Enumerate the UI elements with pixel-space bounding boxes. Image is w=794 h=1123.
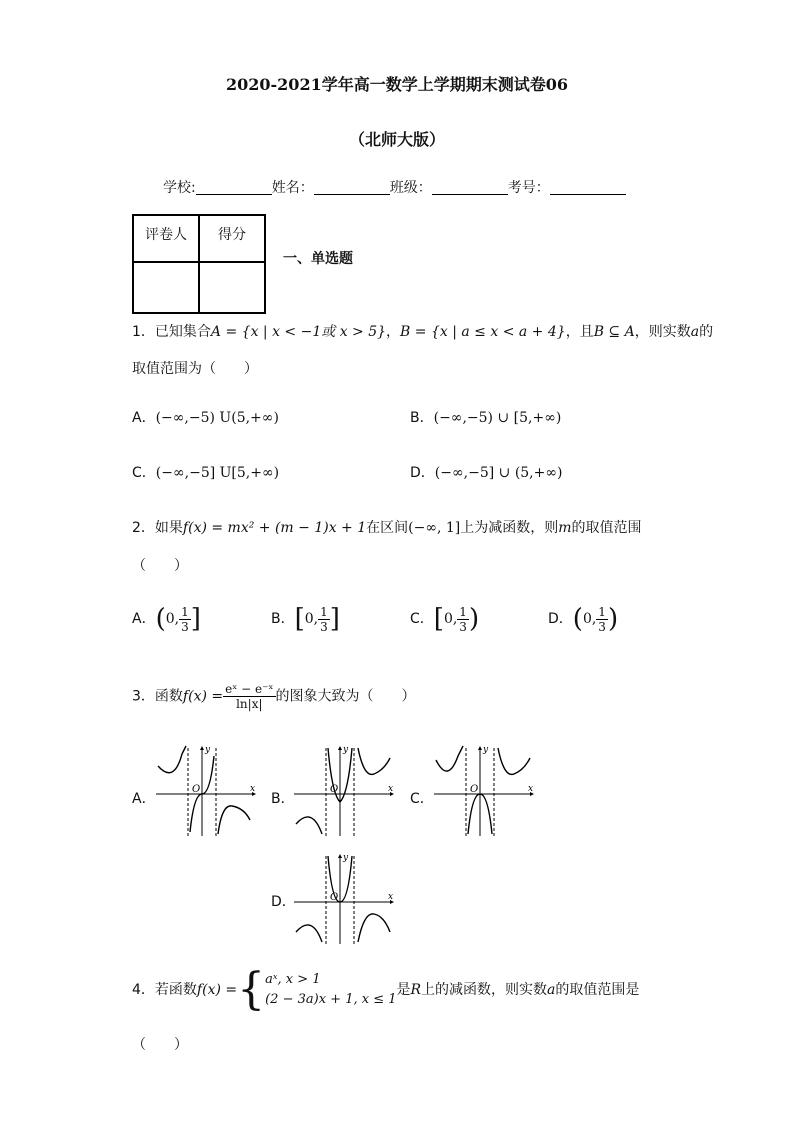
q2-option-c-label: C． <box>410 611 434 627</box>
q3-graph-d[interactable] <box>290 852 396 946</box>
q3-b-origin: O <box>330 784 339 795</box>
q1-option-a-label: A． <box>132 410 156 426</box>
q3-d-origin: O <box>330 892 339 903</box>
q2-interval: (−∞, 1] <box>408 520 461 536</box>
q2-a-zero: 0, <box>165 611 180 627</box>
q3-d-axis-y: y <box>343 853 349 863</box>
q4-cases <box>265 970 396 1010</box>
q3-fraction <box>223 682 275 711</box>
q1-relation: B ⊆ A <box>593 324 635 340</box>
q1-end: ，则实数 <box>634 324 691 340</box>
q4-mid2: 上的减函数，则实数 <box>421 982 548 998</box>
q3-c-axis-x: x <box>528 784 534 794</box>
q2-option-b[interactable] <box>271 604 340 634</box>
q3-a-axis-y: y <box>205 745 211 755</box>
q2-d-open: ( <box>572 604 583 634</box>
q2-mid: 在区间 <box>366 520 409 536</box>
score-header: 得分 <box>199 215 265 262</box>
q2-d-den: 3 <box>598 619 606 634</box>
q2-b-den: 3 <box>320 619 328 634</box>
q2-option-b-label: B． <box>271 611 295 627</box>
q1-option-d[interactable] <box>410 462 563 482</box>
q3-option-c-label[interactable]: C． <box>410 791 434 807</box>
q3-graph-b[interactable] <box>290 744 396 838</box>
q1-prefix: 1．已知集合 <box>132 324 211 340</box>
q1-option-c-value: (−∞,−5] U[5,+∞) <box>155 465 280 481</box>
exam-no-blank <box>550 180 626 195</box>
q1-option-b-value: (−∞,−5) ∪ [5,+∞) <box>433 410 562 426</box>
page-subtitle: （北师大版） <box>348 130 445 149</box>
q4-case2: (2 − 3a)x + 1, x ≤ 1 <box>265 992 397 1007</box>
q4-prefix: 4．若函数 <box>132 982 197 998</box>
q1-option-d-value: (−∞,−5] ∪ (5,+∞) <box>434 465 563 481</box>
class-label: 班级： <box>389 180 432 196</box>
q3-b-axis-x: x <box>388 784 394 794</box>
q2-b-num: 1 <box>320 604 328 619</box>
q2-end: 的取值范围 <box>571 520 642 536</box>
q2-a-open: ( <box>155 604 166 634</box>
q4-var: a <box>547 982 556 998</box>
q2-option-a-label: A． <box>132 611 156 627</box>
class-blank <box>432 180 508 195</box>
q4-case1: aˣ, x > 1 <box>265 972 321 987</box>
q4-stem <box>132 964 640 1015</box>
q3-num: eˣ − e⁻ˣ <box>225 682 274 696</box>
q2-option-a[interactable] <box>132 604 201 634</box>
name-label: 姓名： <box>271 180 314 196</box>
q1-option-c-label: C． <box>132 465 156 481</box>
q2-a-den: 3 <box>181 619 189 634</box>
q1-var: a <box>690 324 700 340</box>
q2-prefix: 2．如果 <box>132 520 183 536</box>
score-cell <box>199 262 265 313</box>
q2-option-d[interactable] <box>548 604 618 634</box>
q2-d-num: 1 <box>598 604 606 619</box>
q3-prefix: 3．函数 <box>132 688 183 705</box>
q1-option-b[interactable] <box>410 407 561 427</box>
q4-brace: { <box>237 964 266 1015</box>
q3-stem <box>132 682 416 711</box>
q2-c-num: 1 <box>459 604 467 619</box>
page-title: 2020-2021学年高一数学上学期期末测试卷06 <box>226 75 568 94</box>
q4-stem-line2: （ ） <box>132 1037 188 1053</box>
q2-c-fraction <box>457 605 469 634</box>
student-info <box>163 177 626 197</box>
q2-a-close: ] <box>190 604 201 634</box>
q1-set-a: A = {x | x < −1或 x > 5} <box>210 324 387 340</box>
q2-option-c[interactable] <box>410 604 479 634</box>
q3-option-d-label[interactable]: D． <box>271 894 296 910</box>
q3-c-origin: O <box>470 784 479 795</box>
exam-no-label: 考号： <box>507 180 550 196</box>
q2-c-open: [ <box>433 604 444 634</box>
q2-var: m <box>558 520 572 536</box>
q1-option-a[interactable] <box>132 407 279 427</box>
q3-option-a-label[interactable]: A． <box>132 791 156 807</box>
school-label: 学校: <box>163 180 196 196</box>
q4-end: 的取值范围是 <box>555 982 640 998</box>
q2-d-close: ) <box>607 604 619 634</box>
q4-r: R <box>410 982 422 998</box>
q2-a-fraction <box>179 605 191 634</box>
q2-c-close: ) <box>468 604 480 634</box>
q3-b-axis-y: y <box>343 745 349 755</box>
q1-stem-line2: 取值范围为（ ） <box>132 361 258 377</box>
q3-den: ln|x| <box>236 697 263 711</box>
q2-d-zero: 0, <box>582 611 597 627</box>
q2-b-zero: 0, <box>304 611 319 627</box>
q3-a-origin: O <box>192 784 201 795</box>
q3-end: 的图象大致为（ ） <box>275 688 416 705</box>
q3-a-axis-x: x <box>250 784 256 794</box>
q1-stem <box>132 321 713 341</box>
q4-mid: 是 <box>396 982 411 998</box>
q2-b-fraction <box>318 605 330 634</box>
section-heading: 一、单选题 <box>283 251 353 267</box>
q2-mid2: 上为减函数，则 <box>460 520 559 536</box>
q1-option-a-value: (−∞,−5) U(5,+∞) <box>155 410 279 426</box>
q1-option-d-label: D． <box>410 465 435 481</box>
q3-d-axis-x: x <box>388 892 394 902</box>
q1-option-b-label: B． <box>410 410 434 426</box>
q4-fx: f(x) = <box>196 982 238 998</box>
q3-graph-c[interactable] <box>430 744 536 838</box>
q2-d-fraction <box>596 605 608 634</box>
q2-stem <box>132 517 642 537</box>
q3-option-b-label[interactable]: B． <box>271 791 295 807</box>
reviewer-cell <box>133 262 199 313</box>
q2-stem-line2: （ ） <box>132 558 188 574</box>
q2-c-den: 3 <box>459 619 467 634</box>
q2-function: f(x) = mx² + (m − 1)x + 1 <box>182 520 367 536</box>
q2-c-zero: 0, <box>443 611 458 627</box>
q2-b-close: ] <box>329 604 340 634</box>
q3-c-axis-y: y <box>483 745 489 755</box>
q1-comma: ， <box>386 324 401 340</box>
q2-a-num: 1 <box>181 604 189 619</box>
q1-option-c[interactable] <box>132 462 279 482</box>
q1-mid: ，且 <box>565 324 594 340</box>
q2-option-d-label: D． <box>548 611 573 627</box>
q1-tail: 的 <box>699 324 714 340</box>
q2-b-open: [ <box>294 604 305 634</box>
q3-fx: f(x) = <box>182 688 224 705</box>
school-blank <box>196 180 272 195</box>
grade-table <box>132 214 266 314</box>
q3-graph-a[interactable] <box>152 744 258 838</box>
q1-set-b: B = {x | a ≤ x < a + 4} <box>400 324 566 340</box>
reviewer-header: 评卷人 <box>133 215 199 262</box>
name-blank <box>314 180 390 195</box>
